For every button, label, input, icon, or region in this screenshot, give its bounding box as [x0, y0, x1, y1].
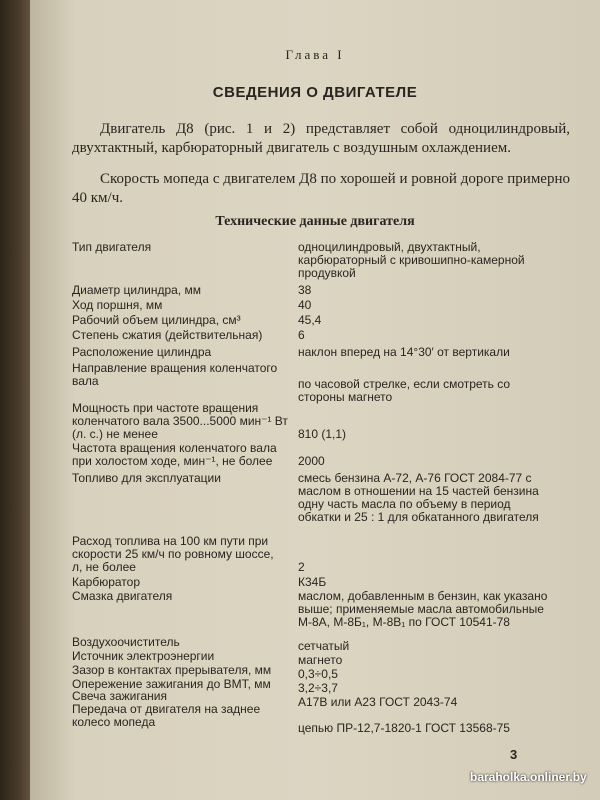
book-page: [30, 0, 600, 800]
spec-label: Направление вращения коленчатого вала: [72, 361, 278, 388]
spec-label: Опережение зажигания до ВМТ, мм: [72, 677, 271, 691]
spec-label: Свеча зажигания: [72, 689, 167, 703]
spec-value: сетчатый: [298, 639, 350, 653]
spec-value: смесь бензина А-72, А-76 ГОСТ 2084-77 с маслом в отношении на 15 частей бензина одну часть масла по объему в период обкатки и 25 : 1 для обкатанного двигателя: [298, 471, 539, 524]
spec-label: Расположение цилиндра: [72, 345, 212, 359]
spec-label: Степень сжатия (действительная): [72, 328, 263, 342]
spec-label: Воздухоочиститель: [72, 635, 180, 649]
spec-value: 38: [298, 283, 312, 297]
spec-label: Топливо для эксплуатации: [72, 471, 221, 485]
spec-label: Тип двигателя: [72, 240, 152, 254]
spec-label: Расход топлива на 100 км пути при скорости 25 км/ч по ровному шоссе, л, не более: [72, 534, 274, 574]
page-number: 3: [510, 747, 518, 762]
spec-value: наклон вперед на 14°30′ от вертикали: [298, 345, 510, 359]
spec-value: 40: [298, 298, 312, 312]
spec-label: Зазор в контактах прерывателя, мм: [72, 663, 272, 677]
spec-value: 45,4: [298, 313, 322, 327]
spec-label: Мощность при частоте вращения коленчатого вала 3500...5000 мин⁻¹ Вт (л. с.) не менее: [72, 401, 288, 441]
intro-paragraph: Двигатель Д8 (рис. 1 и 2) представляет собой одноцилиндровый, двухтактный, карбюраторный двигатель с воздушным охлаждением.: [72, 121, 570, 156]
spec-label: Передача от двигателя на заднее колесо мопеда: [72, 702, 261, 729]
specs-title: Технические данные двигателя: [215, 214, 415, 229]
spec-value: 810 (1,1): [298, 427, 347, 441]
spec-value: цепью ПР-12,7-1820-1 ГОСТ 13568-75: [298, 721, 510, 735]
spec-label: Смазка двигателя: [72, 589, 173, 603]
spec-value: А17В или А23 ГОСТ 2043-74: [298, 695, 458, 709]
spec-label: Ход поршня, мм: [72, 298, 163, 312]
watermark: baraholka.onliner.by: [470, 770, 587, 784]
spec-value: 2000: [298, 454, 325, 468]
spec-value: 6: [298, 328, 305, 342]
spec-label: Источник электроэнергии: [72, 649, 215, 663]
spec-value: К34Б: [298, 575, 327, 589]
chapter-heading: Глава I: [285, 47, 345, 62]
spec-value: 0,3÷0,5: [298, 667, 338, 681]
spec-label: Диаметр цилиндра, мм: [72, 283, 201, 297]
speed-paragraph: Скорость мопеда с двигателем Д8 по хорошей и ровной дороге примерно 40 км/ч.: [72, 171, 570, 206]
spec-label: Рабочий объем цилиндра, см³: [72, 313, 241, 327]
spec-label: Карбюратор: [72, 575, 141, 589]
spec-value: магнето: [298, 653, 343, 667]
spec-value: маслом, добавленным в бензин, как указано выше; применяемые масла автомобильные М-8А, М-8Б₁, М-8В₁ по ГОСТ 10541-78: [298, 589, 548, 629]
spec-value: 3,2÷3,7: [298, 681, 338, 695]
spec-value: 2: [298, 560, 305, 574]
spec-label: Частота вращения коленчатого вала при холостом ходе, мин⁻¹, не более: [72, 441, 277, 468]
section-title: СВЕДЕНИЯ О ДВИГАТЕЛЕ: [212, 84, 418, 101]
spec-value: одноцилиндровый, двухтактный, карбюраторный с кривошипно-камерной продувкой: [298, 240, 525, 280]
spec-value: по часовой стрелке, если смотреть со стороны магнето: [298, 377, 511, 404]
